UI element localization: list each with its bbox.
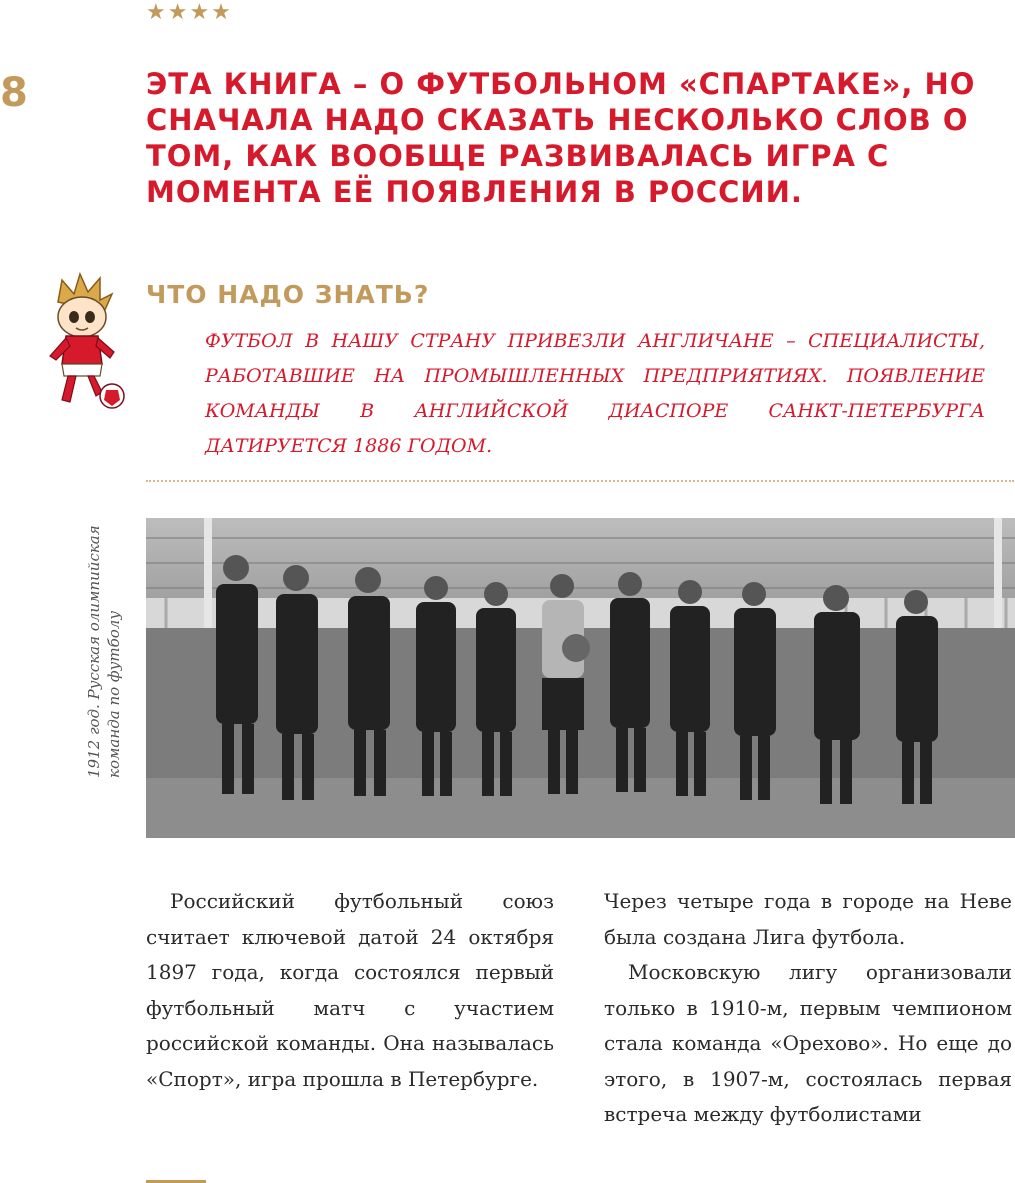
mascot-illustration [40, 272, 130, 412]
callout-text: ФУТБОЛ В НАШУ СТРАНУ ПРИВЕЗЛИ АНГЛИЧАНЕ – СПЕЦИАЛИСТЫ, РАБОТАВШИЕ НА ПРОМЫШЛЕННЫХ ПРЕДПРИЯТИЯХ. ПОЯВЛЕНИЕ КОМАНДЫ В АНГЛИЙСКОЙ ДИАСПОРЕ САНКТ-ПЕТЕРБУРГА ДАТИРУЕТСЯ 1886 ГОДОМ. [205, 330, 985, 457]
paragraph: Московскую лигу организовали только в 1910-м, первым чемпионом стала команда «Орехово». Но еще до этого, в 1907-м, состоялась первая встреча между футболистами [604, 960, 1012, 1126]
paragraph: Через четыре года в городе на Неве была создана Лига футбола. [604, 889, 1012, 949]
section-title: ЧТО НАДО ЗНАТЬ? [146, 280, 430, 309]
dotted-divider [146, 480, 1014, 482]
body-column-left [146, 884, 554, 1097]
page-headline: ЭТА КНИГА – О ФУТБОЛЬНОМ «СПАРТАКЕ», НО СНАЧАЛА НАДО СКАЗАТЬ НЕСКОЛЬКО СЛОВ О ТОМ, КАК ВООБЩЕ РАЗВИВАЛАСЬ ИГРА С МОМЕНТА ЕЁ ПОЯВЛЕНИЯ В РОССИИ. [146, 67, 976, 209]
body-column-right [604, 884, 1012, 1133]
page-number: 8 [0, 70, 28, 116]
rating-stars: ★★★★ [146, 0, 233, 25]
team-photo [146, 518, 1015, 838]
photo-caption: 1912 год. Русская олимпийская команда по футболу [85, 525, 123, 778]
paragraph: Российский футбольный союз считает ключевой датой 24 октября 1897 года, когда состоялся первый футбольный матч с участием российской команды. Она называлась «Спорт», игра прошла в Петербурге. [146, 889, 554, 1091]
